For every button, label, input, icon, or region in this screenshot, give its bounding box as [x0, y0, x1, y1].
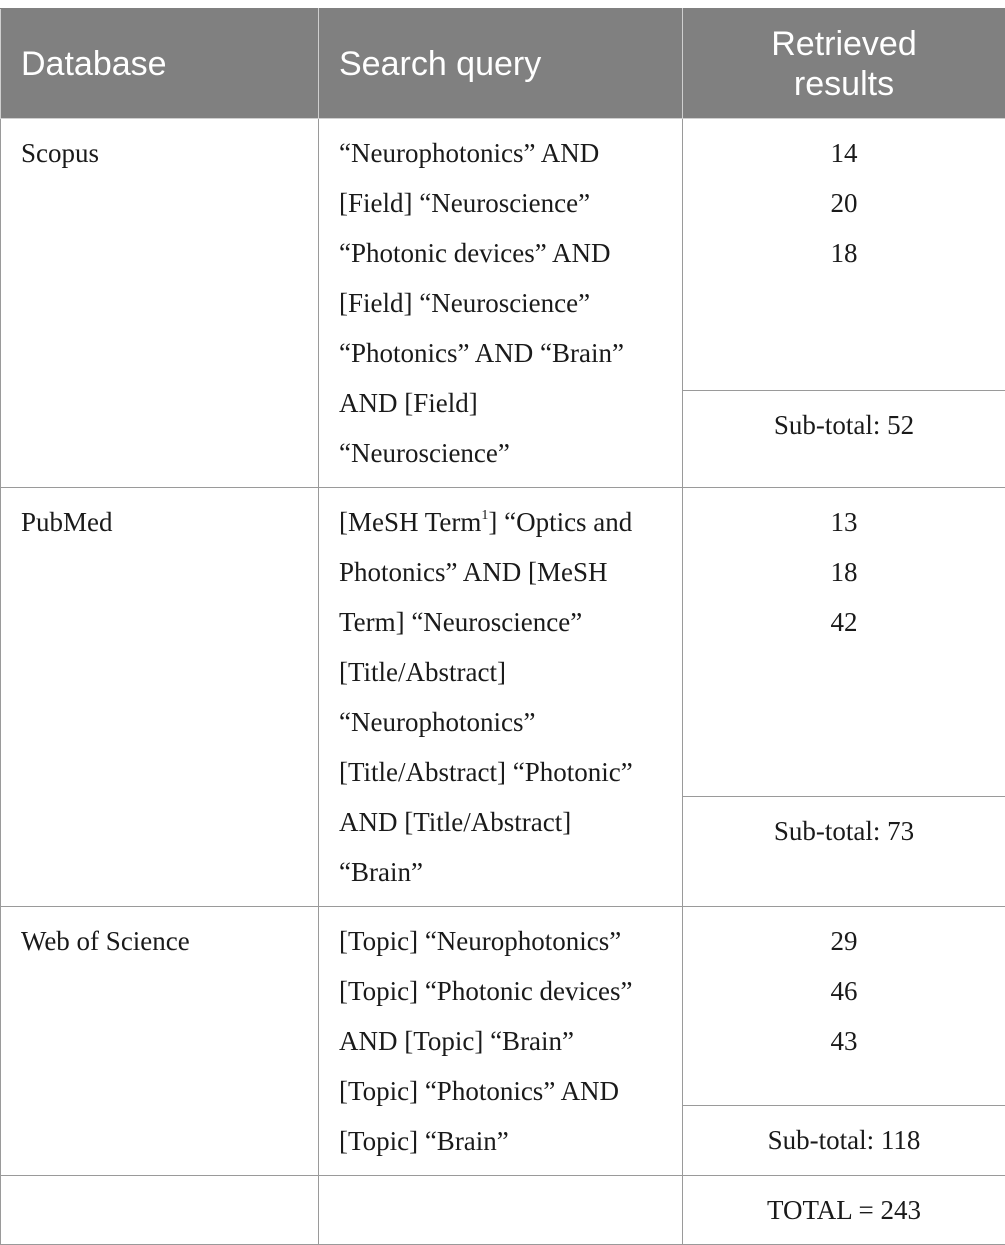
result-value: 42	[683, 597, 1005, 647]
subtotal-cell: Sub-total: 73	[683, 797, 1005, 907]
database-cell	[1, 488, 319, 907]
header-retrieved-results	[683, 9, 1005, 119]
query-line: [Topic] “Neurophotonics”	[339, 916, 662, 966]
query-line: [Field] “Neuroscience”	[339, 178, 662, 228]
result-value: 43	[683, 1016, 1005, 1066]
table-row-total	[1, 1176, 1005, 1245]
header-retrieved-line1: Retrieved	[771, 25, 917, 63]
subtotal-cell: Sub-total: 52	[683, 391, 1005, 488]
query-line: “Neurophotonics”	[339, 697, 662, 747]
table-row-web-of-science	[1, 907, 1005, 1106]
result-value: 46	[683, 966, 1005, 1016]
query-line: [Title/Abstract] “Photonic”	[339, 747, 662, 797]
query-line: AND [Topic] “Brain”	[339, 1016, 662, 1066]
result-value: 20	[683, 178, 1005, 228]
query-line: AND [Field]	[339, 378, 662, 428]
empty-cell	[1, 1176, 319, 1245]
result-values-cell	[683, 119, 1005, 391]
database-name: Web of Science	[21, 916, 298, 966]
query-line: [Topic] “Photonic devices”	[339, 966, 662, 1016]
database-name: Scopus	[21, 128, 298, 178]
query-line: Term] “Neuroscience”	[339, 597, 662, 647]
result-value: 14	[683, 128, 1005, 178]
result-values-cell	[683, 488, 1005, 797]
table-row-pubmed	[1, 488, 1005, 797]
result-value: 13	[683, 497, 1005, 547]
query-line: [Field] “Neuroscience”	[339, 278, 662, 328]
query-cell	[319, 119, 683, 488]
query-cell	[319, 907, 683, 1176]
query-line: Photonics” AND [MeSH	[339, 547, 662, 597]
query-cell	[319, 488, 683, 907]
subtotal-cell: Sub-total: 118	[683, 1105, 1005, 1175]
search-results-table-container	[0, 8, 1005, 1245]
search-results-table	[0, 8, 1005, 1245]
query-line: “Photonic devices” AND	[339, 228, 662, 278]
query-line: [Topic] “Brain”	[339, 1116, 662, 1166]
header-database: Database	[1, 9, 319, 119]
database-name: PubMed	[21, 497, 298, 547]
query-line: AND [Title/Abstract]	[339, 797, 662, 847]
database-cell	[1, 907, 319, 1176]
result-value: 18	[683, 547, 1005, 597]
result-values-cell	[683, 907, 1005, 1106]
query-line: [Topic] “Photonics” AND	[339, 1066, 662, 1116]
query-line: “Photonics” AND “Brain”	[339, 328, 662, 378]
query-line	[339, 497, 662, 547]
result-value: 18	[683, 228, 1005, 278]
query-text: [MeSH Term	[339, 507, 481, 537]
header-retrieved-line2: results	[794, 65, 894, 103]
query-line: “Neuroscience”	[339, 428, 662, 478]
query-line: “Neurophotonics” AND	[339, 128, 662, 178]
footnote-marker: 1	[481, 508, 488, 523]
result-value: 29	[683, 916, 1005, 966]
query-line: “Brain”	[339, 847, 662, 897]
query-line: [Title/Abstract]	[339, 647, 662, 697]
empty-cell	[319, 1176, 683, 1245]
table-header-row	[1, 9, 1005, 119]
table-row-scopus	[1, 119, 1005, 391]
query-text: ] “Optics and	[488, 507, 632, 537]
header-search-query: Search query	[319, 9, 683, 119]
database-cell	[1, 119, 319, 488]
total-cell: TOTAL = 243	[683, 1176, 1005, 1245]
